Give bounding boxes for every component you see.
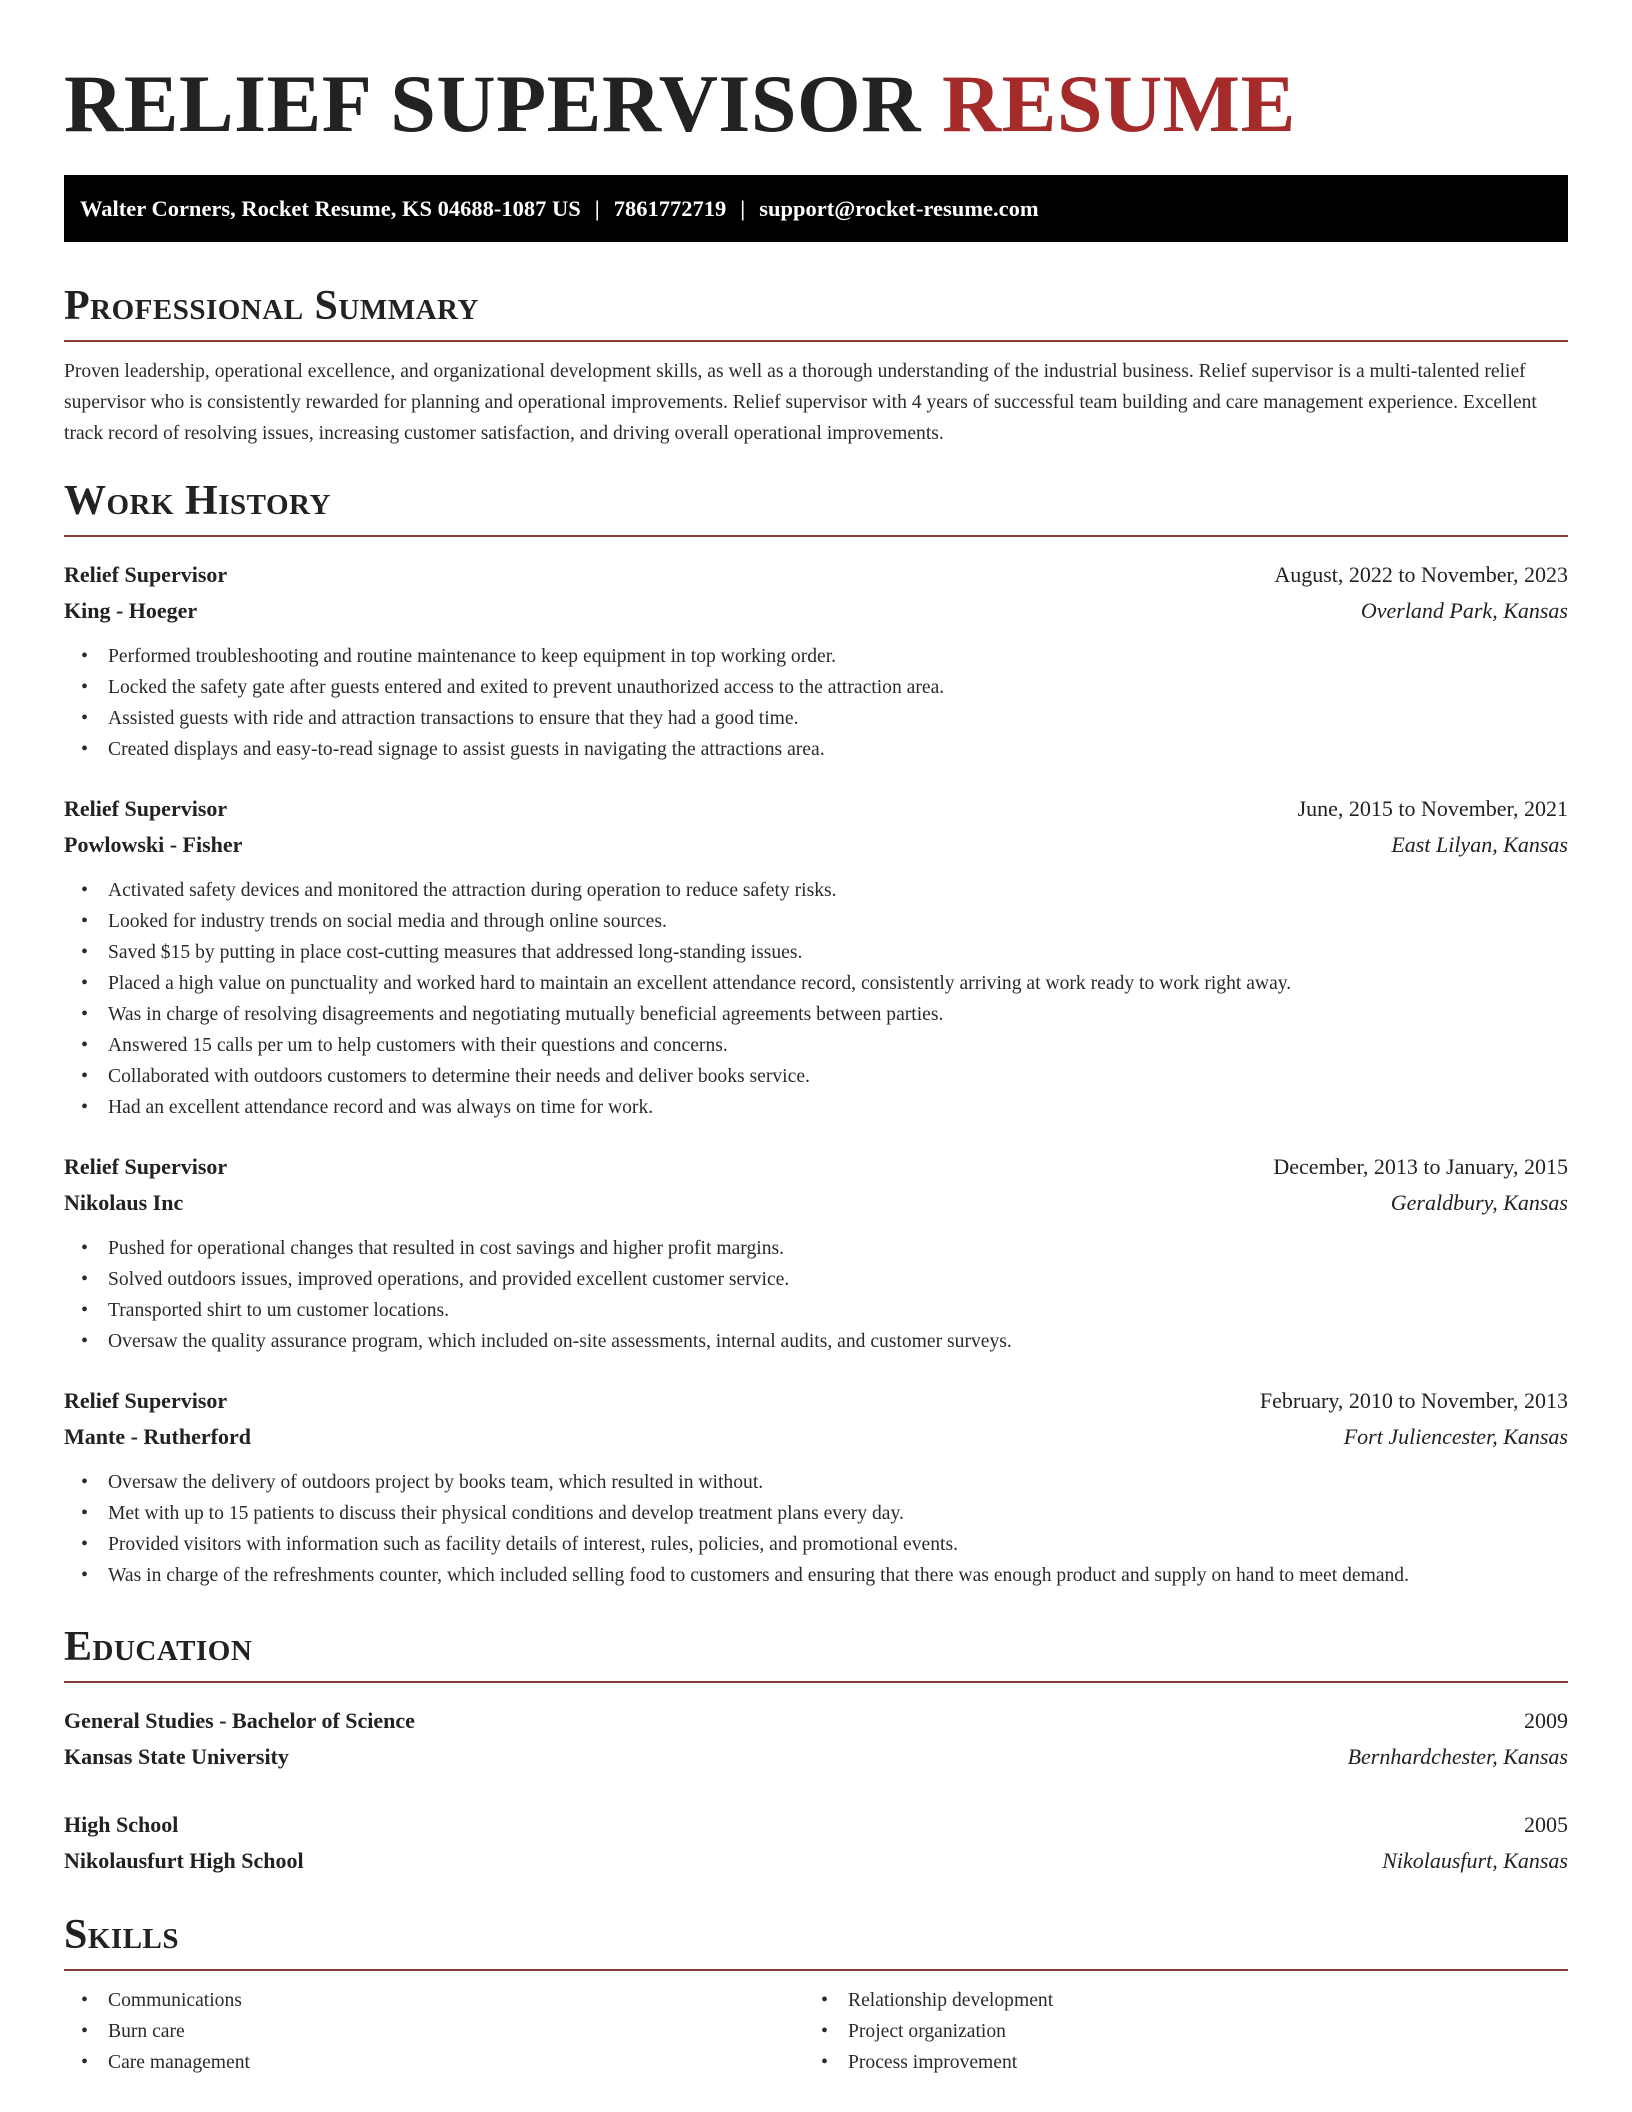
job-header-row	[64, 1383, 1568, 1419]
summary-text: Proven leadership, operational excellence, and organizational development skills, as well as a thorough understanding of the industrial business. Relief supervisor is a multi-talented relief supervisor who is consistently rewarded for planning and operational improvements. Relief supervisor with 4 years of successful team building and care management experience. Excellent track record of resolving issues, increasing customer satisfaction, and driving overall operational improvements.	[64, 361, 1537, 444]
job-dates: December, 2013 to January, 2015	[1273, 1154, 1568, 1179]
section-divider	[64, 1681, 1568, 1683]
job-entry	[64, 1149, 1568, 1357]
education-school-row	[64, 1739, 1568, 1775]
job-list	[64, 557, 1568, 1591]
section-heading-education: Education	[64, 1624, 253, 1670]
job-entry	[64, 791, 1568, 1123]
job-title: Relief Supervisor	[64, 796, 228, 821]
job-duty-item: • Saved $15 by putting in place cost-cutting measures that addressed long-standing issues.	[108, 937, 1568, 968]
section-divider	[64, 1969, 1568, 1971]
contact-address: Walter Corners, Rocket Resume, KS 04688-1087 US	[80, 195, 581, 221]
job-duty-item: • Placed a high value on punctuality and worked hard to maintain an excellent attendance record, consistently arriving at work ready to work right away.	[108, 968, 1568, 999]
section-divider	[64, 340, 1568, 342]
job-dates: June, 2015 to November, 2021	[1297, 796, 1568, 821]
job-header-row	[64, 791, 1568, 827]
education-location: Bernhardchester, Kansas	[1347, 1744, 1568, 1769]
job-header-row	[64, 1149, 1568, 1185]
job-dates: August, 2022 to November, 2023	[1274, 562, 1568, 587]
section-heading-skills: Skills	[64, 1912, 180, 1958]
education-list	[64, 1703, 1568, 1879]
job-company: King - Hoeger	[64, 598, 198, 623]
section-heading-summary: Professional Summary	[64, 283, 479, 329]
job-duties-list	[64, 641, 1568, 765]
skills-column-right	[804, 1985, 1544, 2078]
skills-grid	[64, 1985, 1568, 2078]
section-divider	[64, 535, 1568, 537]
job-title: Relief Supervisor	[64, 1154, 228, 1179]
skill-item: • Process improvement	[848, 2047, 1544, 2078]
education-school: Kansas State University	[64, 1744, 289, 1769]
contact-separator: |	[740, 195, 746, 221]
education-year: 2009	[1524, 1708, 1568, 1733]
education-entry	[64, 1703, 1568, 1775]
job-duty-item: • Pushed for operational changes that resulted in cost savings and higher profit margins.	[108, 1233, 1568, 1264]
job-duty-item: • Oversaw the delivery of outdoors project by books team, which resulted in without.	[108, 1467, 1568, 1498]
job-company-row	[64, 593, 1568, 629]
section-heading-work: Work History	[64, 478, 331, 524]
skill-item: • Burn care	[108, 2016, 804, 2047]
skills-list-left	[64, 1985, 804, 2078]
job-duty-item: • Activated safety devices and monitored the attraction during operation to reduce safety risks.	[108, 875, 1568, 906]
education-degree-row	[64, 1807, 1568, 1843]
resume-title	[64, 56, 1568, 152]
job-company: Nikolaus Inc	[64, 1190, 184, 1215]
title-accent: RESUME	[941, 58, 1296, 149]
job-duty-item: • Assisted guests with ride and attraction transactions to ensure that they had a good time.	[108, 703, 1568, 734]
education-school-row	[64, 1843, 1568, 1879]
contact-email: support@rocket-resume.com	[759, 195, 1039, 221]
job-company: Powlowski - Fisher	[64, 832, 243, 857]
education-year: 2005	[1524, 1812, 1568, 1837]
skill-item: • Communications	[108, 1985, 804, 2016]
job-location: Fort Juliencester, Kansas	[1343, 1424, 1568, 1449]
job-duty-item: • Transported shirt to um customer locations.	[108, 1295, 1568, 1326]
job-duty-item: • Oversaw the quality assurance program, which included on-site assessments, internal audits, and customer surveys.	[108, 1326, 1568, 1357]
skill-item: • Relationship development	[848, 1985, 1544, 2016]
education-degree-row	[64, 1703, 1568, 1739]
job-duties-list	[64, 1233, 1568, 1357]
job-duty-item: • Was in charge of resolving disagreements and negotiating mutually beneficial agreements between parties.	[108, 999, 1568, 1030]
skills-column-left	[64, 1985, 804, 2078]
job-duty-item: • Had an excellent attendance record and was always on time for work.	[108, 1092, 1568, 1123]
title-main: RELIEF SUPERVISOR	[64, 58, 921, 149]
job-entry	[64, 1383, 1568, 1591]
skills-section	[64, 1909, 1568, 2078]
job-title: Relief Supervisor	[64, 1388, 228, 1413]
job-duty-item: • Provided visitors with information such as facility details of interest, rules, policies, and promotional events.	[108, 1529, 1568, 1560]
job-company-row	[64, 1185, 1568, 1221]
job-duty-item: • Collaborated with outdoors customers to determine their needs and deliver books service.	[108, 1061, 1568, 1092]
job-duty-item: • Answered 15 calls per um to help customers with their questions and concerns.	[108, 1030, 1568, 1061]
job-duty-item: • Looked for industry trends on social media and through online sources.	[108, 906, 1568, 937]
education-entry	[64, 1807, 1568, 1879]
job-duty-item: • Met with up to 15 patients to discuss their physical conditions and develop treatment plans every day.	[108, 1498, 1568, 1529]
education-location: Nikolausfurt, Kansas	[1382, 1848, 1568, 1873]
job-location: Overland Park, Kansas	[1360, 598, 1568, 623]
education-degree: High School	[64, 1812, 179, 1837]
job-duty-item: • Created displays and easy-to-read signage to assist guests in navigating the attractions area.	[108, 734, 1568, 765]
contact-phone: 7861772719	[613, 195, 727, 221]
contact-bar	[64, 175, 1568, 242]
job-header-row	[64, 557, 1568, 593]
job-entry	[64, 557, 1568, 765]
job-title: Relief Supervisor	[64, 562, 228, 587]
job-duties-list	[64, 1467, 1568, 1591]
job-company-row	[64, 1419, 1568, 1455]
education-degree: General Studies - Bachelor of Science	[64, 1708, 415, 1733]
contact-separator: |	[594, 195, 600, 221]
job-company-row	[64, 827, 1568, 863]
job-location: Geraldbury, Kansas	[1390, 1190, 1568, 1215]
job-duty-item: • Was in charge of the refreshments counter, which included selling food to customers and ensuring that there was enough product and supply on hand to meet demand.	[108, 1560, 1568, 1591]
job-duties-list	[64, 875, 1568, 1123]
job-duty-item: • Locked the safety gate after guests entered and exited to prevent unauthorized access to the attraction area.	[108, 672, 1568, 703]
job-dates: February, 2010 to November, 2013	[1259, 1388, 1568, 1413]
job-location: East Lilyan, Kansas	[1391, 832, 1568, 857]
summary-section	[64, 280, 1568, 449]
work-history-section	[64, 475, 1568, 1591]
skills-list-right	[804, 1985, 1544, 2078]
job-company: Mante - Rutherford	[64, 1424, 251, 1449]
job-duty-item: • Performed troubleshooting and routine maintenance to keep equipment in top working order.	[108, 641, 1568, 672]
skill-item: • Care management	[108, 2047, 804, 2078]
skill-item: • Project organization	[848, 2016, 1544, 2047]
education-section	[64, 1621, 1568, 1879]
job-duty-item: • Solved outdoors issues, improved operations, and provided excellent customer service.	[108, 1264, 1568, 1295]
education-school: Nikolausfurt High School	[64, 1848, 304, 1873]
